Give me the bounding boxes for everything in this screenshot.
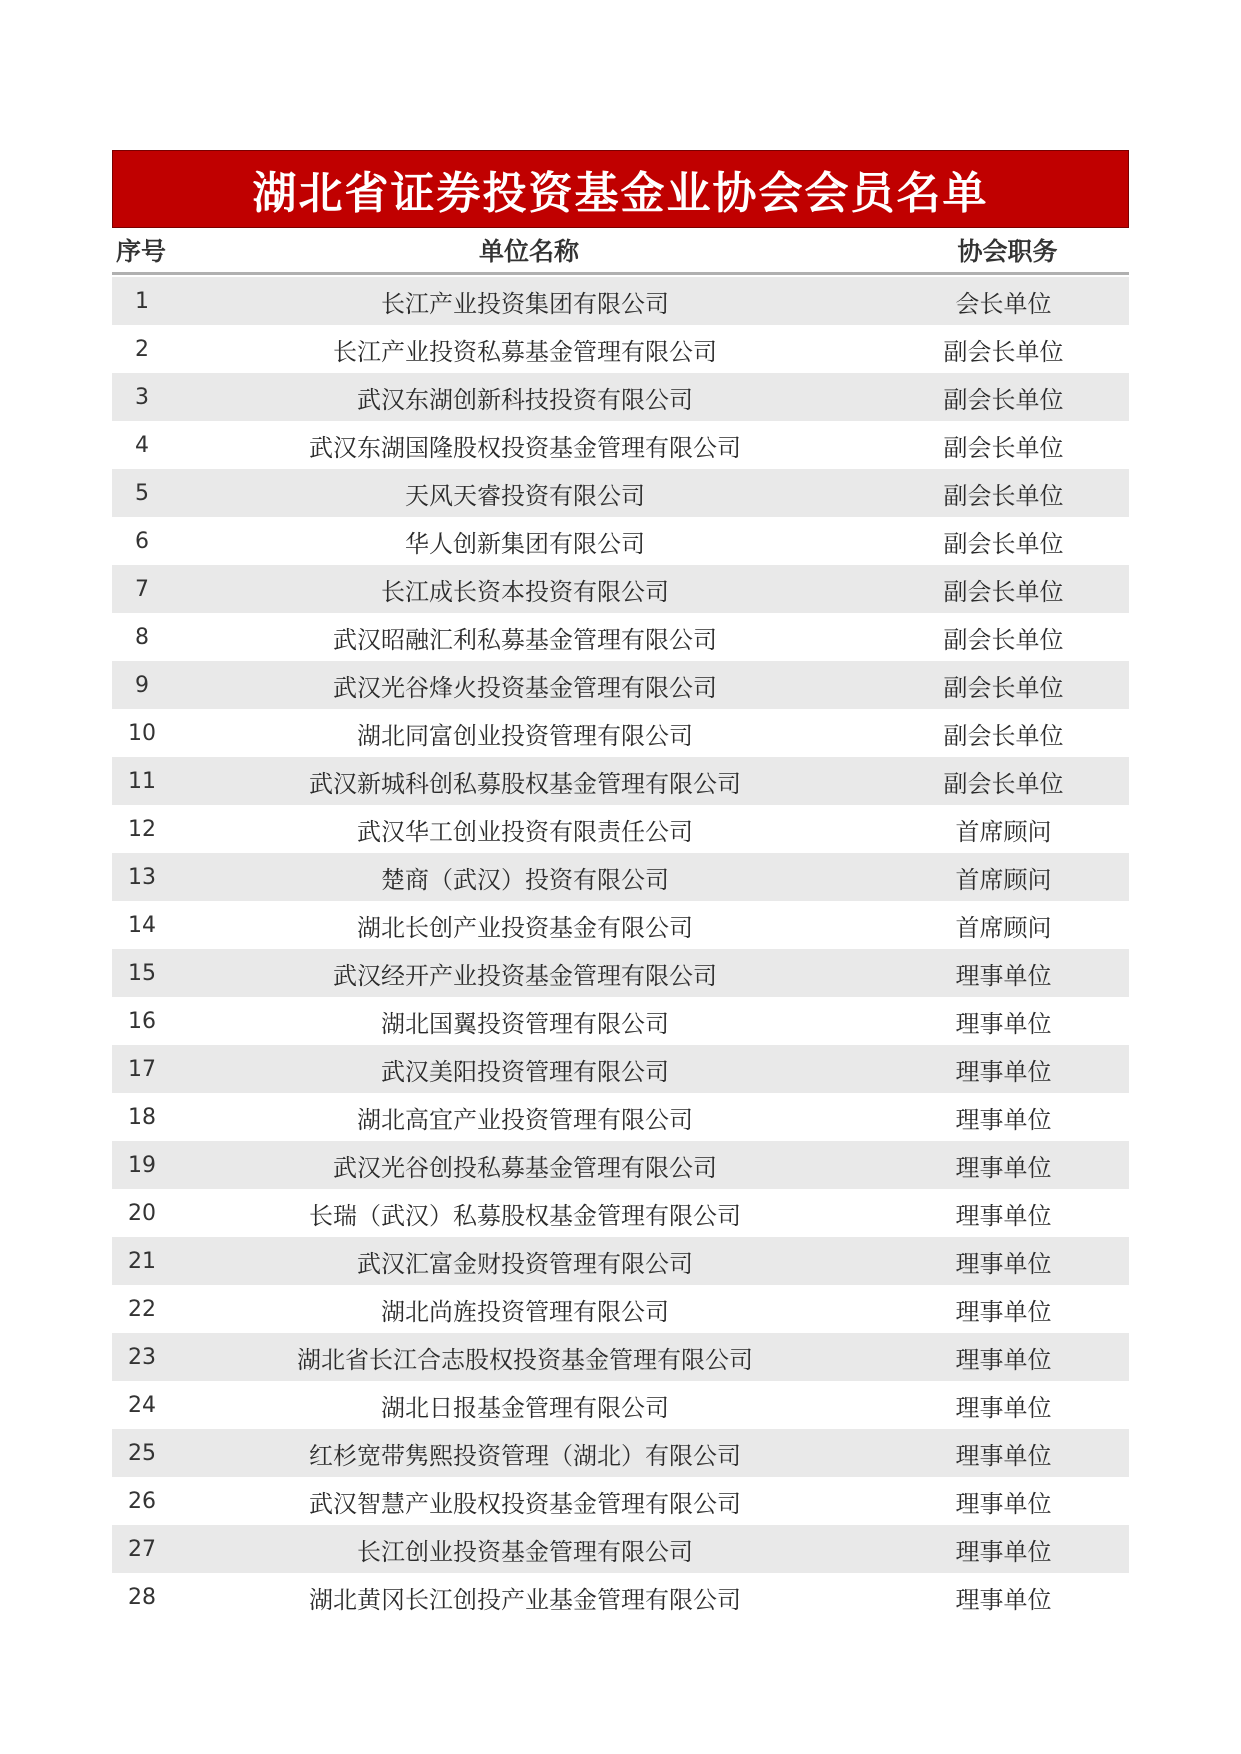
row-index: 19 (128, 1152, 156, 1178)
row-name: 湖北高宜产业投资管理有限公司 (357, 1105, 693, 1134)
row-name: 长瑞（武汉）私募股权基金管理有限公司 (309, 1201, 741, 1230)
member-list-sheet (112, 150, 1129, 1621)
row-index: 7 (135, 576, 149, 602)
table-row (112, 373, 1129, 421)
row-name: 长江产业投资私募基金管理有限公司 (333, 337, 717, 366)
row-role: 理事单位 (955, 1441, 1052, 1470)
row-role: 理事单位 (955, 1153, 1052, 1182)
table-row (112, 325, 1129, 373)
row-role: 副会长单位 (943, 385, 1064, 414)
row-index: 23 (128, 1344, 156, 1370)
row-role: 理事单位 (955, 1345, 1052, 1374)
row-index: 21 (128, 1248, 156, 1274)
row-name: 武汉东湖国隆股权投资基金管理有限公司 (309, 433, 741, 462)
table-row (112, 661, 1129, 709)
row-index: 10 (128, 720, 156, 746)
row-index: 12 (128, 816, 156, 842)
row-name: 武汉美阳投资管理有限公司 (381, 1057, 669, 1086)
row-role: 副会长单位 (943, 481, 1064, 510)
header-name: 单位名称 (478, 237, 579, 266)
table-row (112, 1189, 1129, 1237)
row-index: 17 (128, 1056, 156, 1082)
row-name: 武汉昭融汇利私募基金管理有限公司 (333, 625, 717, 654)
row-role: 副会长单位 (943, 721, 1064, 750)
table-row (112, 517, 1129, 565)
row-index: 27 (128, 1536, 156, 1562)
row-name: 武汉汇富金财投资管理有限公司 (357, 1249, 693, 1278)
row-name: 华人创新集团有限公司 (405, 529, 645, 558)
page-title: 湖北省证券投资基金业协会会员名单 (252, 168, 989, 219)
row-role: 首席顾问 (955, 817, 1052, 846)
table-row (112, 1573, 1129, 1621)
table-body (112, 277, 1129, 1621)
row-name: 长江创业投资基金管理有限公司 (357, 1537, 693, 1566)
row-role: 副会长单位 (943, 529, 1064, 558)
row-role: 理事单位 (955, 1249, 1052, 1278)
table-row (112, 1333, 1129, 1381)
row-index: 20 (128, 1200, 156, 1226)
header-role: 协会职务 (957, 237, 1058, 266)
table-row (112, 1141, 1129, 1189)
row-index: 1 (135, 288, 149, 314)
table-row (112, 469, 1129, 517)
row-name: 湖北国翼投资管理有限公司 (381, 1009, 669, 1038)
row-index: 13 (128, 864, 156, 890)
row-name: 武汉华工创业投资有限责任公司 (357, 817, 693, 846)
row-index: 25 (128, 1440, 156, 1466)
row-index: 16 (128, 1008, 156, 1034)
row-index: 4 (135, 432, 149, 458)
table-row (112, 1429, 1129, 1477)
row-name: 湖北黄冈长江创投产业基金管理有限公司 (309, 1585, 741, 1614)
table-row (112, 997, 1129, 1045)
row-role: 副会长单位 (943, 337, 1064, 366)
table-row (112, 1477, 1129, 1525)
row-role: 副会长单位 (943, 625, 1064, 654)
row-index: 6 (135, 528, 149, 554)
row-role: 理事单位 (955, 1297, 1052, 1326)
table-row (112, 853, 1129, 901)
table-row (112, 1285, 1129, 1333)
table-row (112, 1093, 1129, 1141)
row-role: 首席顾问 (955, 865, 1052, 894)
row-role: 理事单位 (955, 1201, 1052, 1230)
row-index: 9 (135, 672, 149, 698)
row-role: 会长单位 (955, 289, 1052, 318)
table-row (112, 805, 1129, 853)
row-name: 长江成长资本投资有限公司 (381, 577, 669, 606)
table-row (112, 1381, 1129, 1429)
row-role: 首席顾问 (955, 913, 1052, 942)
table-header (112, 228, 1129, 275)
title-bar (112, 150, 1129, 228)
row-name: 武汉光谷创投私募基金管理有限公司 (333, 1153, 717, 1182)
table-row (112, 613, 1129, 661)
row-role: 副会长单位 (943, 769, 1064, 798)
header-index: 序号 (116, 237, 167, 266)
row-name: 湖北长创产业投资基金有限公司 (357, 913, 693, 942)
row-name: 长江产业投资集团有限公司 (381, 289, 669, 318)
table-row (112, 1045, 1129, 1093)
row-index: 26 (128, 1488, 156, 1514)
row-index: 22 (128, 1296, 156, 1322)
row-name: 湖北省长江合志股权投资基金管理有限公司 (297, 1345, 753, 1374)
row-role: 理事单位 (955, 1057, 1052, 1086)
table-row (112, 901, 1129, 949)
row-name: 红杉宽带隽熙投资管理（湖北）有限公司 (309, 1441, 741, 1470)
row-role: 理事单位 (955, 1393, 1052, 1422)
row-index: 5 (135, 480, 149, 506)
row-name: 武汉新城科创私募股权基金管理有限公司 (309, 769, 741, 798)
row-name: 楚商（武汉）投资有限公司 (381, 865, 669, 894)
table-row (112, 1237, 1129, 1285)
table-row (112, 1525, 1129, 1573)
row-name: 天风天睿投资有限公司 (405, 481, 645, 510)
row-name: 武汉经开产业投资基金管理有限公司 (333, 961, 717, 990)
row-role: 副会长单位 (943, 673, 1064, 702)
row-role: 副会长单位 (943, 433, 1064, 462)
row-index: 2 (135, 336, 149, 362)
row-index: 15 (128, 960, 156, 986)
row-name: 武汉东湖创新科技投资有限公司 (357, 385, 693, 414)
table-row (112, 421, 1129, 469)
row-role: 理事单位 (955, 1009, 1052, 1038)
table-row (112, 277, 1129, 325)
row-index: 11 (128, 768, 156, 794)
table-row (112, 709, 1129, 757)
row-index: 28 (128, 1584, 156, 1610)
row-name: 湖北尚旌投资管理有限公司 (381, 1297, 669, 1326)
row-index: 24 (128, 1392, 156, 1418)
row-role: 理事单位 (955, 1537, 1052, 1566)
row-index: 8 (135, 624, 149, 650)
row-name: 武汉光谷烽火投资基金管理有限公司 (333, 673, 717, 702)
row-name: 武汉智慧产业股权投资基金管理有限公司 (309, 1489, 741, 1518)
table-row (112, 949, 1129, 997)
row-index: 14 (128, 912, 156, 938)
row-name: 湖北同富创业投资管理有限公司 (357, 721, 693, 750)
row-index: 3 (135, 384, 149, 410)
row-role: 理事单位 (955, 1489, 1052, 1518)
row-role: 理事单位 (955, 961, 1052, 990)
table-row (112, 757, 1129, 805)
row-role: 理事单位 (955, 1105, 1052, 1134)
row-name: 湖北日报基金管理有限公司 (381, 1393, 669, 1422)
row-index: 18 (128, 1104, 156, 1130)
row-role: 副会长单位 (943, 577, 1064, 606)
row-role: 理事单位 (955, 1585, 1052, 1614)
table-row (112, 565, 1129, 613)
